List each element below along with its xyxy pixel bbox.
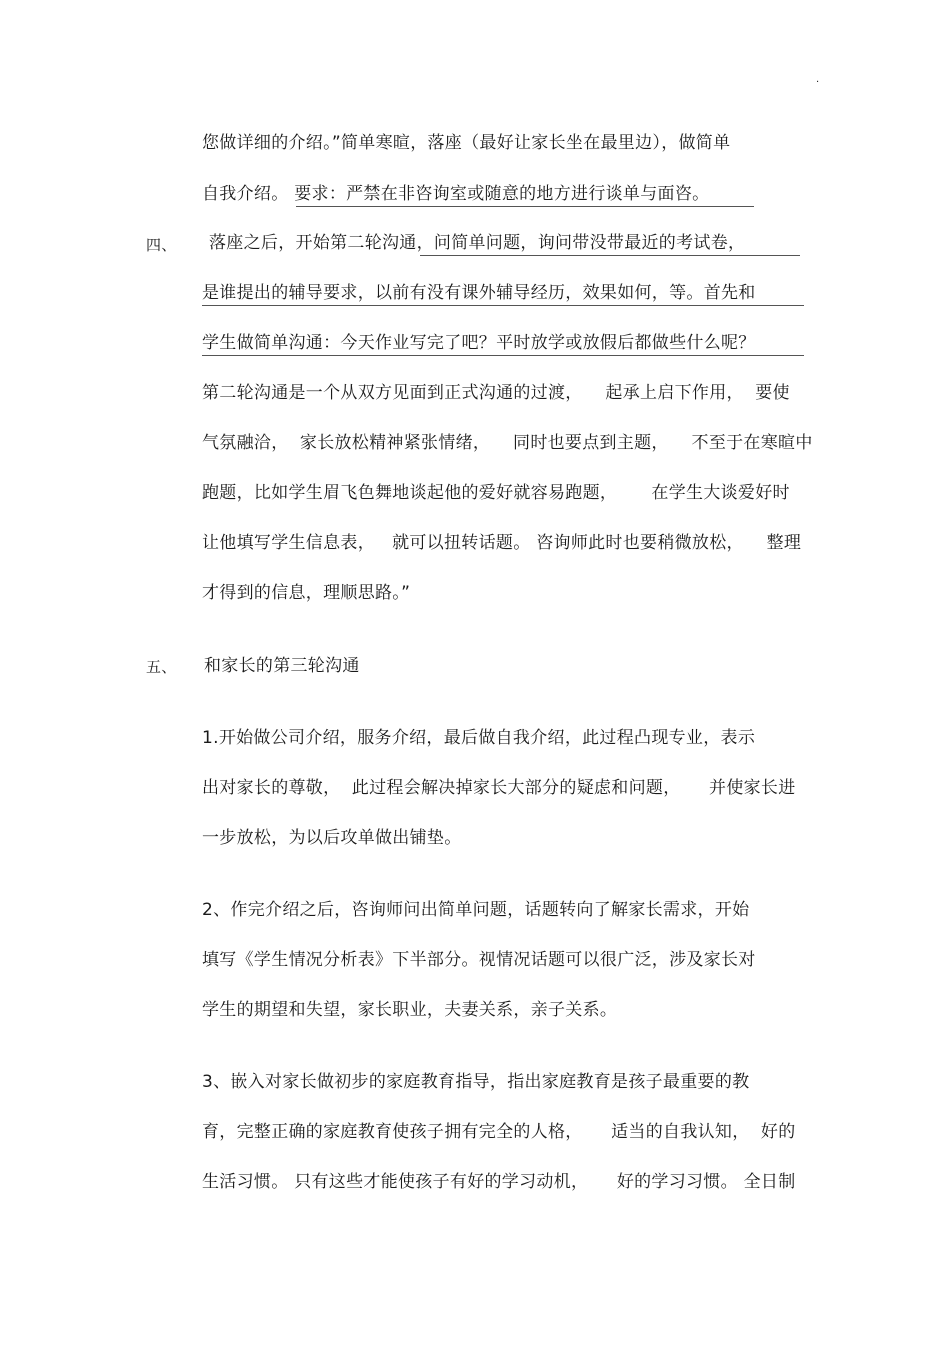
text-line: 3、嵌入对家长做初步的家庭教育指导，指出家庭教育是孩子最重要的教 [202, 1072, 750, 1092]
text-line: 出对家长的尊敬， 此过程会解决掉家长大部分的疑虑和问题， 并使家长进 [202, 778, 796, 798]
underline [420, 255, 800, 256]
text-line: 1.开始做公司介绍，服务介绍，最后做自我介绍，此过程凸现专业，表示 [202, 728, 756, 748]
text-line: 育，完整正确的家庭教育使孩子拥有完全的人格， 适当的自我认知， 好的 [202, 1122, 796, 1142]
text-line [202, 183, 709, 205]
text-line: 一步放松，为以后攻单做出铺垫。 [202, 828, 462, 848]
text-line: 跑题，比如学生眉飞色舞地谈起他的爱好就容易跑题， 在学生大谈爱好时 [202, 483, 790, 503]
text-line: 第二轮沟通是一个从双方见面到正式沟通的过渡， 起承上启下作用， 要使 [202, 383, 790, 403]
underline [296, 206, 754, 207]
section-marker: 五、 [146, 658, 177, 676]
underline [202, 355, 804, 356]
text-line: 2、作完介绍之后，咨询师问出简单问题，话题转向了解家长需求，开始 [202, 900, 750, 920]
text-line: 才得到的信息，理顺思路。” [202, 583, 411, 603]
text-segment: 自我介绍。 [202, 184, 295, 204]
text-line: 气氛融洽， 家长放松精神紧张情绪， 同时也要点到主题， 不至于在寒暄中 [202, 433, 813, 453]
text-line: 学生的期望和失望，家长职业，夫妻关系，亲子关系。 [202, 1000, 618, 1020]
section-title: 和家长的第三轮沟通 [204, 656, 360, 676]
text-line: 让他填写学生信息表， 就可以扭转话题。 咨询师此时也要稍微放松， 整理 [202, 533, 802, 553]
requirement-text: 要求：严禁在非咨询室或随意的地方进行谈单与面咨。 [294, 184, 710, 204]
text-line: 学生做简单沟通：今天作业写完了吧？平时放学或放假后都做些什么呢？ [202, 333, 756, 353]
text-line: 您做详细的介绍。”简单寒暄，落座（最好让家长坐在最里边），做简单 [202, 133, 731, 153]
section-marker: 四、 [146, 236, 177, 254]
text-line: 生活习惯。 只有这些才能使孩子有好的学习动机， 好的学习习惯。 全日制 [202, 1172, 796, 1192]
text-line: 填写《学生情况分析表》下半部分。视情况话题可以很广泛，涉及家长对 [202, 950, 756, 970]
page-mark: . [816, 74, 820, 85]
text-line: 落座之后，开始第二轮沟通，问简单问题，询问带没带最近的考试卷， [209, 233, 746, 253]
text-line: 是谁提出的辅导要求，以前有没有课外辅导经历，效果如何，等。首先和 [202, 283, 756, 303]
underline [202, 305, 804, 306]
